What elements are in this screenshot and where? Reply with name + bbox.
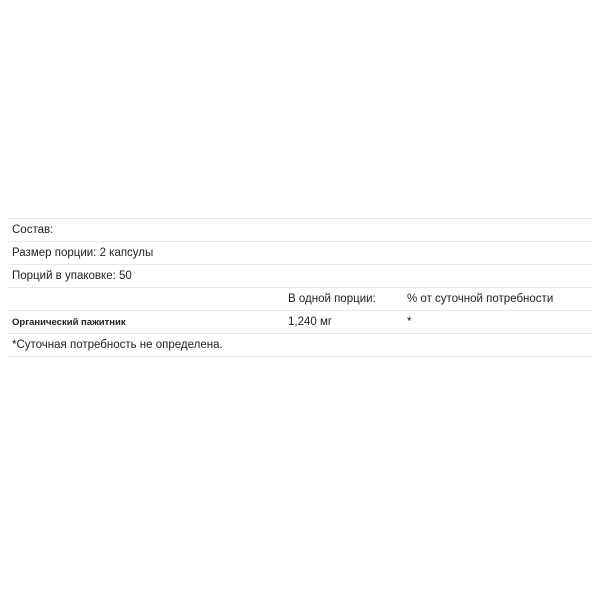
facts-title: Состав: <box>7 219 593 242</box>
serving-size-row <box>7 242 593 265</box>
ingredient-amount: 1,240 мг <box>283 311 402 334</box>
daily-value-header: % от суточной потребности <box>402 288 593 311</box>
header-spacer <box>7 288 283 311</box>
serving-size: Размер порции: 2 капсулы <box>7 242 593 265</box>
footnote-row <box>7 334 593 357</box>
ingredient-daily-value: * <box>402 311 593 334</box>
ingredient-name: Органический пажитник <box>7 311 283 334</box>
amount-per-serving-header: В одной порции: <box>283 288 402 311</box>
servings-per-container: Порций в упаковке: 50 <box>7 265 593 288</box>
column-header-row <box>7 288 593 311</box>
ingredient-row <box>7 311 593 334</box>
footnote: *Суточная потребность не определена. <box>7 334 593 357</box>
supplement-facts-table <box>7 218 593 357</box>
servings-per-container-row <box>7 265 593 288</box>
title-row <box>7 219 593 242</box>
